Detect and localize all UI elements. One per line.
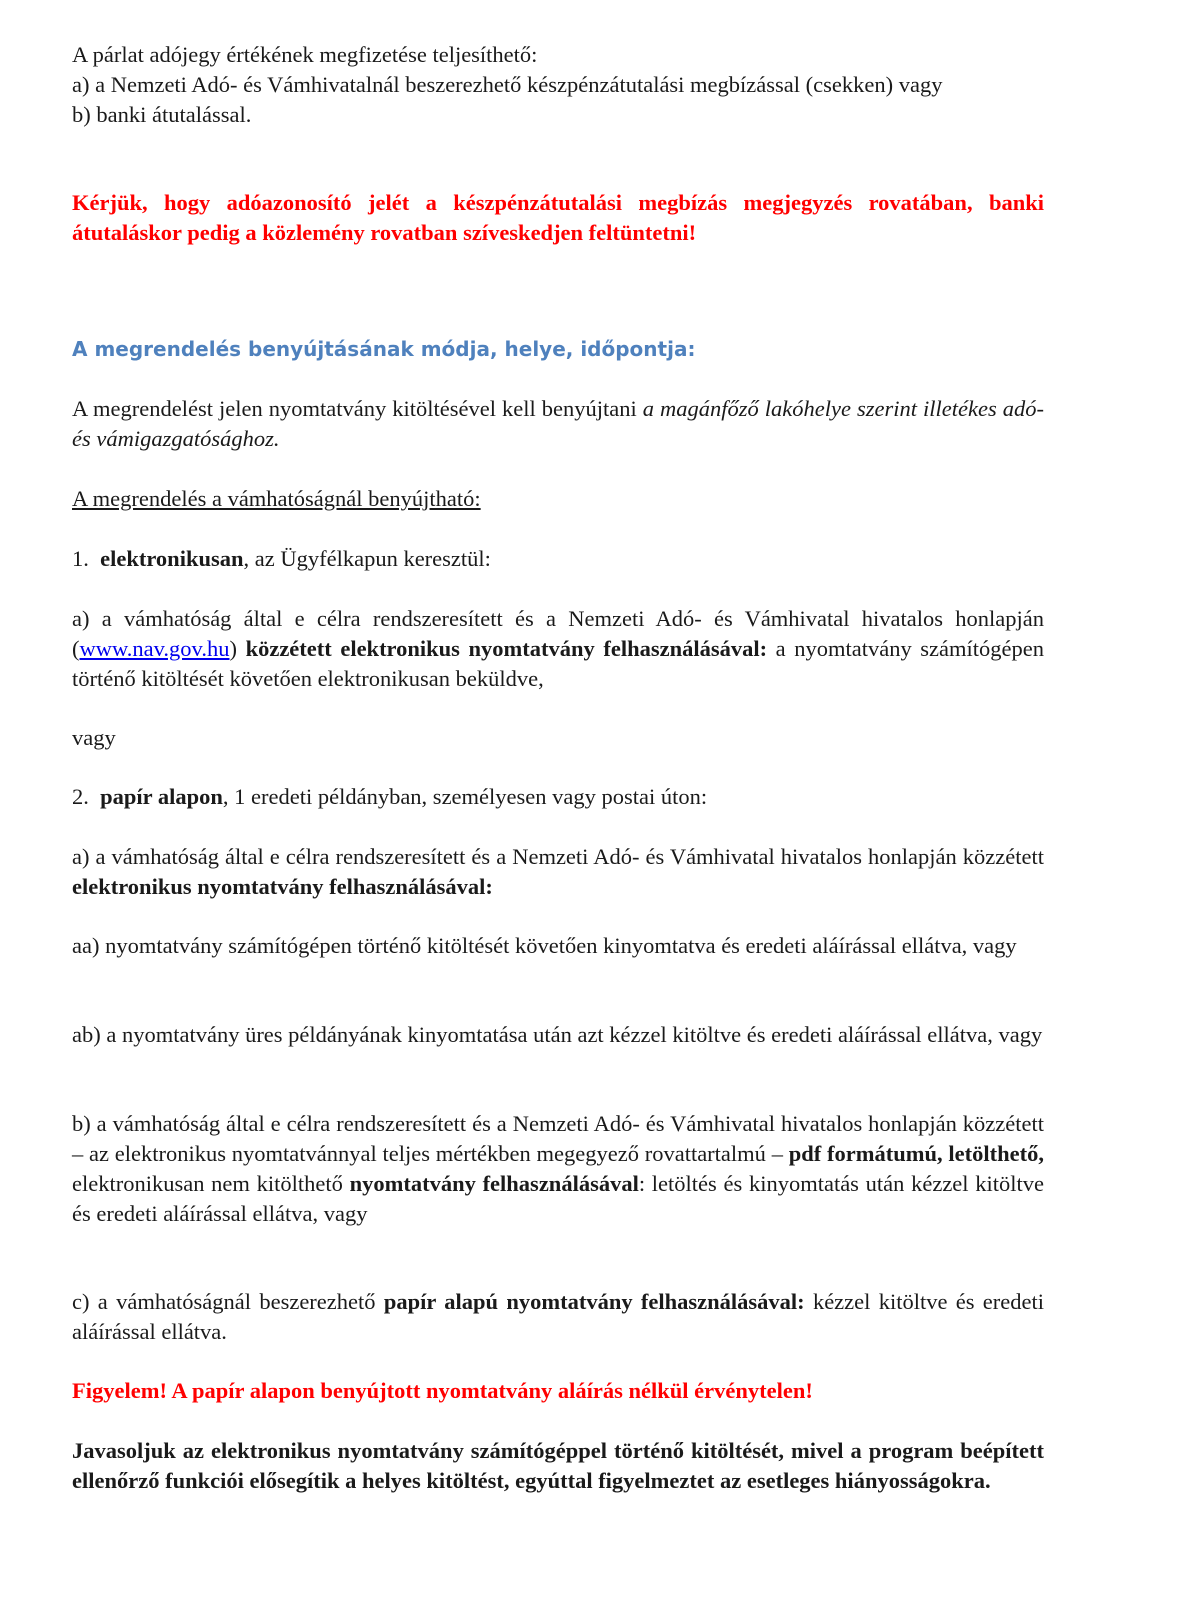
item-2-bold: papír alapon — [100, 784, 223, 809]
item-1a-text2: ) — [229, 636, 246, 661]
submission-paragraph — [72, 394, 1044, 454]
item-2b-bold1: pdf formátumú, letölthető, — [788, 1141, 1044, 1166]
item-2b-bold2: nyomtatvány felhasználásával — [349, 1171, 639, 1196]
item-1a-text1: a) a vámhatóság által e célra rendszeresített és a Nemzeti Adó- és Vámhivatal hivatalos honlapján ( — [72, 606, 1044, 661]
item-2a-text1: a) a vámhatóság által e célra rendszeresített és a Nemzeti Adó- és Vámhivatal hivatalos honlapján közzétett — [72, 844, 1044, 869]
submission-where: A megrendelés a vámhatóságnál benyújtható: — [72, 486, 481, 511]
item-2aa-paragraph: aa) nyomtatvány számítógépen történő kitöltését követően kinyomtatva és eredeti aláírással ellátva, vagy — [72, 933, 1017, 958]
item-1-bold: elektronikusan — [100, 546, 244, 571]
section-heading: A megrendelés benyújtásának módja, helye, időpontja: — [72, 337, 696, 361]
payment-block — [72, 40, 1044, 130]
item-2b-text3: : letöltés és kinyomtatás után kézzel kitöltve és eredeti aláírással ellátva, vagy — [72, 1171, 1045, 1226]
item-1-number: 1. — [72, 546, 89, 571]
item-2c-bold: papír alapú nyomtatvány felhasználásával: — [383, 1289, 805, 1314]
item-1-electronic — [72, 544, 491, 574]
submission-authority: a magánfőző lakóhelye szerint illetékes adó- és vámigazgatósághoz. — [72, 396, 1044, 451]
payment-intro: A párlat adójegy értékének megfizetése teljesíthető: — [72, 42, 538, 67]
item-2c-paragraph — [72, 1287, 1044, 1347]
or-separator: vagy — [72, 725, 116, 750]
item-1a-bold: közzétett elektronikus nyomtatvány felhasználásával: — [245, 636, 768, 661]
submission-text: A megrendelést jelen nyomtatvány kitöltésével kell benyújtani — [72, 396, 643, 421]
payment-option-a: a) a Nemzeti Adó- és Vámhivatalnál beszerezhető készpénzátutalási megbízással (csekken) vagy — [72, 72, 943, 97]
item-1a-paragraph — [72, 604, 1044, 694]
item-2-paper — [72, 782, 707, 812]
item-2b-text2: elektronikusan nem kitölthető — [72, 1171, 350, 1196]
tax-id-notice: Kérjük, hogy adóazonosító jelét a készpénzátutalási megbízás megjegyzés rovatában, banki átutaláskor pedig a közlemény rovatban szíveskedjen feltüntetni! — [72, 190, 1044, 245]
payment-option-b: b) banki átutalással. — [72, 102, 252, 127]
item-2-rest: , 1 eredeti példányban, személyesen vagy postai úton: — [222, 784, 708, 809]
recommendation-paragraph: Javasoljuk az elektronikus nyomtatvány számítógéppel történő kitöltését, mivel a program beépített ellenőrző funkciói elősegítik a helyes kitöltést, egyúttal figyelmeztet az esetleges hiányosságokra. — [72, 1438, 1044, 1493]
item-2b-paragraph — [72, 1109, 1044, 1229]
item-2b-text1: b) a vámhatóság által e célra rendszeresített és a Nemzeti Adó- és Vámhivatal hivatalos honlapján közzétett – az elektronikus nyomtatvánnyal teljes mértékben megegyező rovattartalmú – — [72, 1111, 1044, 1166]
item-2ab-paragraph: ab) a nyomtatvány üres példányának kinyomtatása után azt kézzel kitöltve és eredeti aláírással ellátva, vagy — [72, 1022, 1043, 1047]
item-2-number: 2. — [72, 784, 89, 809]
item-2c-text2: kézzel kitöltve és eredeti aláírással ellátva. — [72, 1289, 1044, 1344]
item-2a-bold: elektronikus nyomtatvány felhasználásával: — [72, 874, 493, 899]
item-2a-paragraph — [72, 842, 1044, 902]
item-1-rest: , az Ügyfélkapun keresztül: — [243, 546, 491, 571]
signature-warning: Figyelem! A papír alapon benyújtott nyomtatvány aláírás nélkül érvénytelen! — [72, 1378, 813, 1403]
nav-website-link[interactable]: www.nav.gov.hu — [79, 636, 230, 661]
item-2c-text1: c) a vámhatóságnál beszerezhető — [72, 1289, 384, 1314]
item-1a-text3: a nyomtatvány számítógépen történő kitöltését követően elektronikusan beküldve, — [72, 636, 1044, 691]
